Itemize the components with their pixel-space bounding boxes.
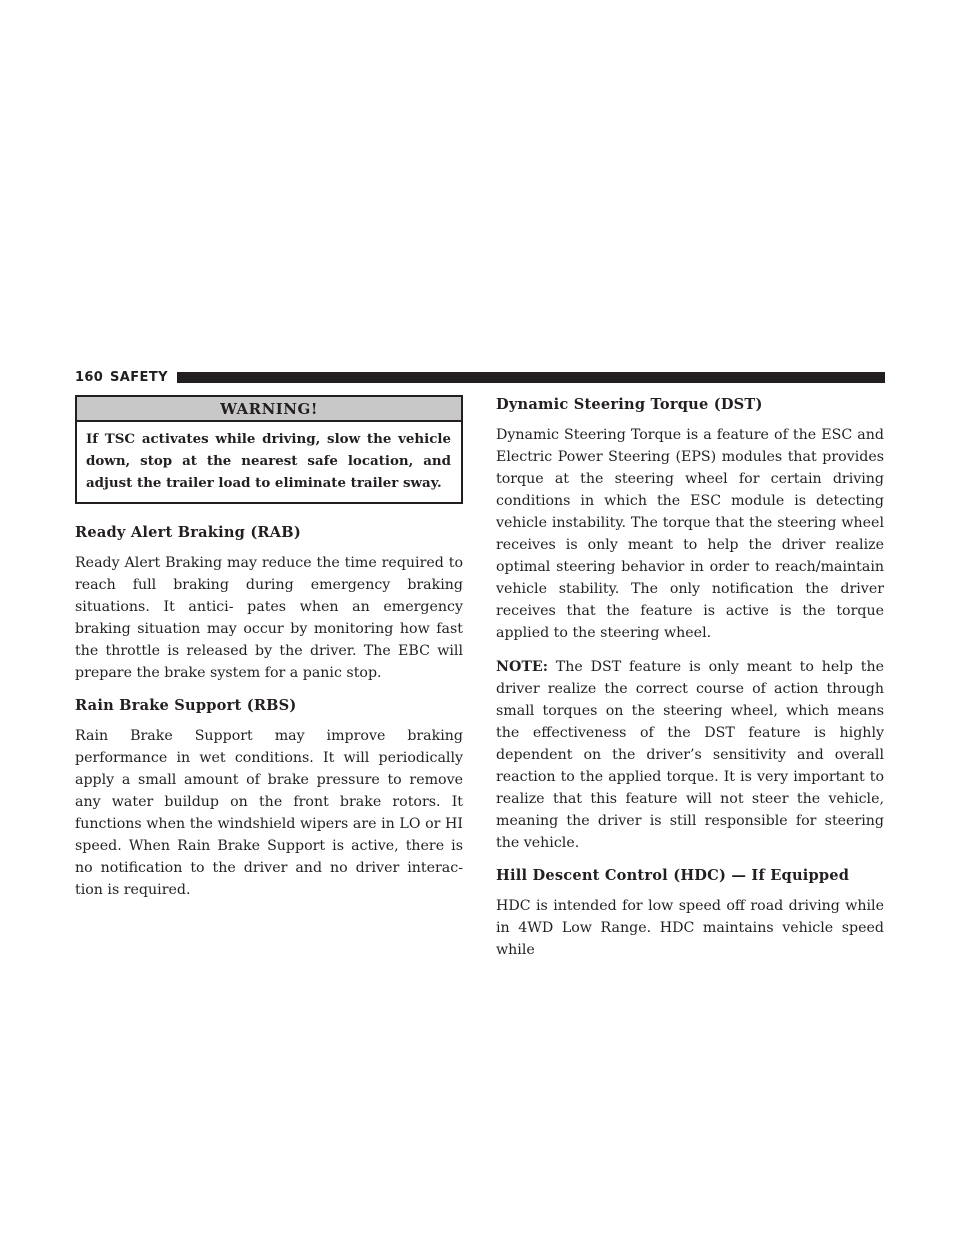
section-title: SAFETY — [110, 369, 168, 385]
page-header — [75, 367, 885, 387]
rab-paragraph: Ready Alert Braking may reduce the time required to reach full braking during emergency braking situations. It antici- pates when an emergency braking situation may occur by monitoring how fast the throttle is released by the driver. The EBC will prepare the brake system for a panic stop. — [75, 555, 463, 681]
warning-text: If TSC activates while driving, slow the vehicle down, stop at the nearest safe location, and adjust the trailer load to eliminate trailer sway. — [86, 431, 451, 491]
note-label: NOTE: — [496, 659, 548, 675]
warning-title: WARNING! — [77, 397, 461, 422]
rbs-heading: Rain Brake Support (RBS) — [75, 697, 297, 714]
note-text: The DST feature is only meant to help the driver realize the correct course of action through small torques on the steering wheel, which means the effectiveness of the DST feature is highly dependent on the driver’s sensitivity and overall reaction to the applied torque. It is very important to realize that this feature will not steer the vehicle, meaning the driver is still responsible for steering the vehicle. — [496, 659, 884, 851]
warning-box — [75, 395, 463, 504]
right-column — [496, 395, 884, 973]
page-number: 160 — [75, 369, 104, 385]
hdc-paragraph: HDC is intended for low speed off road driving while in 4WD Low Range. HDC maintains vehicle speed while — [496, 898, 884, 958]
rbs-paragraph: Rain Brake Support may improve braking performance in wet conditions. It will periodically apply a small amount of brake pressure to remove any water buildup on the front brake rotors. It functions when the windshield wipers are in LO or HI speed. When Rain Brake Support is active, there is no notification to the driver and no driver interac- tion is required. — [75, 728, 463, 898]
dst-heading: Dynamic Steering Torque (DST) — [496, 396, 763, 413]
rab-heading: Ready Alert Braking (RAB) — [75, 524, 301, 541]
header-rule — [177, 372, 885, 383]
left-column — [75, 395, 463, 913]
dst-note — [496, 656, 884, 854]
dst-paragraph: Dynamic Steering Torque is a feature of the ESC and Electric Power Steering (EPS) modules that provides torque at the steering wheel for certain driving conditions in which the ESC module is detecting vehicle instability. The torque that the steering wheel receives is only meant to help the driver realize optimal steering behavior in order to reach/maintain vehicle stability. The only notification the driver receives that the feature is active is the torque applied to the steering wheel. — [496, 427, 884, 641]
hdc-heading: Hill Descent Control (HDC) — If Equipped — [496, 867, 850, 884]
